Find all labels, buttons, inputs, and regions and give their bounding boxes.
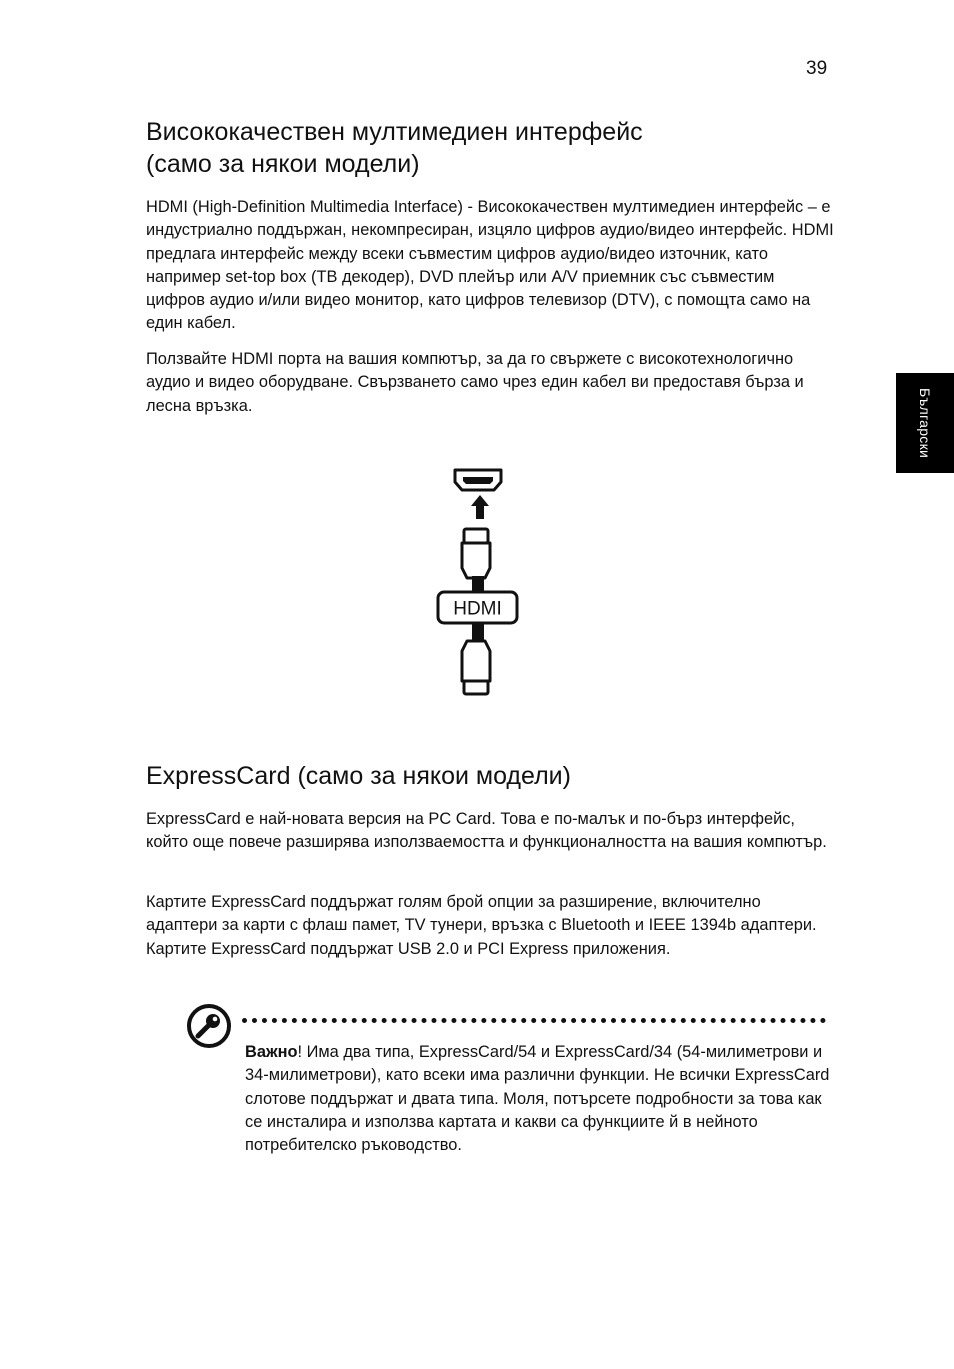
page-number: 39: [806, 58, 828, 79]
hdmi-heading: [146, 116, 643, 180]
hdmi-heading-line2: (само за някои модели): [146, 150, 420, 178]
hdmi-cable-plug-bottom: [462, 623, 490, 694]
language-tab: [896, 373, 954, 473]
expresscard-paragraph-1: ExpressCard е най-новата версия на PC Card. Това е по-малък и по-бърз интерфейс, който още повече разширява използваемостта и функционалността на вашия компютър.: [146, 810, 827, 852]
important-wrench-icon: [185, 1002, 233, 1050]
important-note-label: Важно: [245, 1043, 298, 1061]
hdmi-label-box: [438, 592, 517, 623]
language-tab-label: Български: [917, 387, 933, 459]
expresscard-paragraph-2: Картите ExpressCard поддържат голям брой опции за разширение, включително адаптери за карти с флаш памет, TV тунери, връзка с Bluetooth и IEEE 1394b адаптери. Картите ExpressCard поддържат USB 2.0 и PCI Express приложения.: [146, 893, 817, 958]
expresscard-heading: ExpressCard (само за някои модели): [146, 762, 571, 790]
important-note: [245, 1041, 835, 1157]
hdmi-paragraph-1: HDMI (High-Definition Multimedia Interface) - Висококачествен мултимедиен интерфейс – е индустриално поддържан, некомпресиран, изцяло цифров аудио/видео интерфейс. HDMI предлага интерфейс между всеки съвместим цифров аудио/видео източник, като например set-top box (ТВ декодер), DVD плейър или A/V приемник със съвместим цифров аудио и/или видео монитор, като цифров телевизор (DTV), с помощта само на един кабел.: [146, 198, 834, 333]
hdmi-cable-plug-top: [462, 529, 490, 594]
up-arrow-icon: [471, 495, 489, 519]
hdmi-connector-illustration: [430, 468, 530, 700]
hdmi-heading-line1: Висококачествен мултимедиен интерфейс: [146, 118, 643, 146]
hdmi-port-icon: [455, 470, 501, 490]
important-note-text: ! Има два типа, ExpressCard/54 и ExpressCard/34 (54-милиметрови и 34-милиметрови), като всеки има различни функции. Не всички ExpressCard слотове поддържат и двата типа. Моля, потърсете подробности за това как се инсталира и използва картата и какви са функциите й в нейното потребителско ръководство.: [245, 1043, 830, 1155]
note-divider: [242, 1018, 826, 1023]
hdmi-label-text: HDMI: [453, 598, 502, 620]
hdmi-paragraph-2: Ползвайте HDMI порта на вашия компютър, за да го свържете с високотехнологично аудио и видео оборудване. Свързването само чрез един кабел ви предоставя бърза и лесна връзка.: [146, 350, 804, 415]
